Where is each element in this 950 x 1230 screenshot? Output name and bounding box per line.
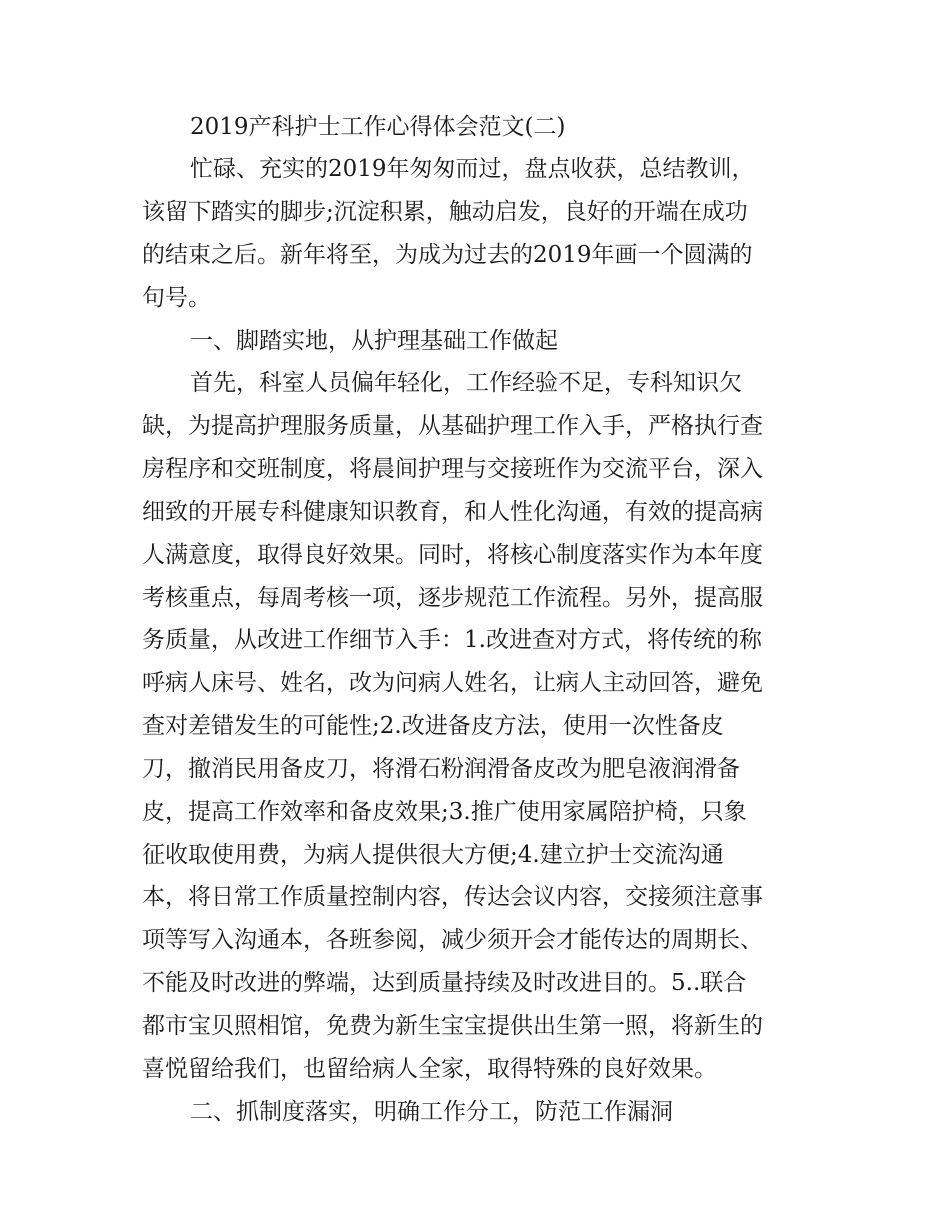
paragraph-line: 刀，撤消民用备皮刀，将滑石粉润滑备皮改为肥皂液润滑备 — [142, 756, 740, 782]
paragraph-line: 房程序和交班制度，将晨间护理与交接班作为交流平台，深入 — [142, 456, 763, 482]
paragraph-line: 考核重点，每周考核一项，逐步规范工作流程。另外，提高服 — [142, 585, 763, 611]
section-heading-1: 一、脚踏实地，从护理基础工作做起 — [190, 328, 558, 354]
paragraph-line: 细致的开展专科健康知识教育，和人性化沟通，有效的提高病 — [142, 499, 763, 525]
paragraph-line: 都市宝贝照相馆，免费为新生宝宝提供出生第一照，将新生的 — [142, 1013, 763, 1039]
paragraph-line: 喜悦留给我们，也留给病人全家，取得特殊的良好效果。 — [142, 1056, 717, 1082]
paragraph-line: 句号。 — [142, 285, 211, 311]
paragraph-line: 皮，提高工作效率和备皮效果;3.推广使用家属陪护椅，只象 — [142, 799, 747, 825]
paragraph-line: 呼病人床号、姓名，改为问病人姓名，让病人主动回答，避免 — [142, 670, 763, 696]
paragraph-line: 首先，科室人员偏年轻化，工作经验不足，专科知识欠 — [190, 370, 742, 396]
paragraph-line: 项等写入沟通本，各班参阅，减少须开会才能传达的周期长、 — [142, 927, 763, 953]
paragraph-line: 该留下踏实的脚步;沉淀积累，触动启发，良好的开端在成功 — [142, 199, 748, 225]
document-title: 2019产科护士工作心得体会范文(二) — [190, 114, 566, 140]
section-heading-2: 二、抓制度落实，明确工作分工，防范工作漏洞 — [190, 1099, 673, 1125]
paragraph-line: 缺，为提高护理服务质量，从基础护理工作入手，严格执行查 — [142, 413, 763, 439]
paragraph-line: 务质量，从改进工作细节入手：1.改进查对方式，将传统的称 — [142, 627, 762, 653]
paragraph-line: 查对差错发生的可能性;2.改进备皮方法，使用一次性备皮 — [142, 713, 724, 739]
paragraph-line: 忙碌、充实的2019年匆匆而过，盘点收获，总结教训， — [190, 156, 755, 182]
paragraph-line: 征收取使用费，为病人提供很大方便;4.建立护士交流沟通 — [142, 842, 724, 868]
paragraph-line: 人满意度，取得良好效果。同时，将核心制度落实作为本年度 — [142, 542, 763, 568]
paragraph-line: 不能及时改进的弊端，达到质量持续及时改进目的。5..联合 — [142, 970, 747, 996]
paragraph-line: 的结束之后。新年将至，为成为过去的2019年画一个圆满的 — [142, 242, 753, 268]
paragraph-line: 本，将日常工作质量控制内容，传达会议内容，交接须注意事 — [142, 884, 763, 910]
